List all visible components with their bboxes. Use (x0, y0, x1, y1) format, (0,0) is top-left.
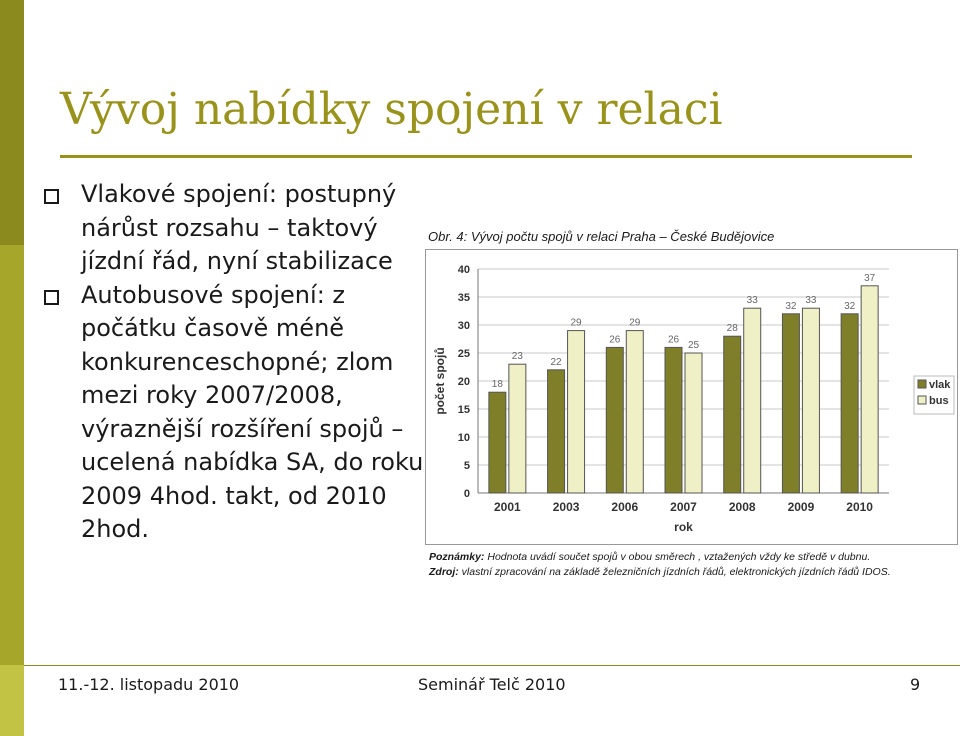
vlak-data-label: 22 (550, 356, 562, 368)
y-tick-label: 40 (457, 264, 470, 276)
chart-source (429, 566, 891, 578)
chart-panel (425, 249, 958, 545)
x-tick-label: 2009 (787, 500, 815, 514)
legend-swatch-vlak (918, 380, 926, 388)
y-tick-label: 0 (463, 488, 470, 500)
bus-bar (568, 331, 585, 493)
y-tick-label: 35 (457, 292, 470, 304)
source-text: vlastní zpracování na základě železničních jízdních řádů, elektronických jízdních řádů IDOS. (458, 566, 891, 578)
note-label: Poznámky: (429, 551, 485, 563)
left-stripe-top (0, 0, 24, 245)
title-underline (60, 155, 912, 158)
bullet-text: Autobusové spojení: z počátku časově méně konkurenceschopné; zlom mezi roky 2007/2008, výraznější rozšíření spojů – ucelená nabídka SA, do roku 2009 4hod. takt, od 2010 2hod. (81, 280, 424, 543)
x-axis-title: rok (674, 520, 693, 534)
vlak-data-label: 32 (844, 300, 856, 312)
footer-event: Seminář Telč 2010 (418, 675, 566, 694)
y-axis-title: počet spojů (433, 347, 447, 415)
vlak-data-label: 26 (667, 334, 680, 346)
slide-title: Vývoj nabídky spojení v relaci (60, 84, 723, 135)
bus-data-label: 37 (864, 272, 876, 284)
bus-data-label: 23 (511, 351, 523, 363)
legend-label-vlak: vlak (929, 379, 951, 391)
y-tick-label: 30 (457, 320, 470, 332)
bus-data-label: 29 (629, 317, 641, 329)
x-tick-label: 2008 (728, 500, 756, 514)
vlak-data-label: 26 (609, 334, 621, 346)
source-label: Zdroj: (429, 566, 459, 578)
x-tick-label: 2010 (846, 500, 873, 514)
vlak-bar (548, 370, 565, 493)
note-text: Hodnota uvádí součet spojů v obou směrech , vztažených vždy ke středě v dubnu. (484, 551, 871, 563)
y-tick-label: 15 (457, 404, 470, 416)
bus-bar (861, 286, 878, 493)
bus-bar (509, 364, 526, 493)
vlak-bar (724, 336, 741, 493)
y-tick-label: 10 (457, 432, 470, 444)
left-stripe-middle (0, 245, 24, 665)
vlak-data-label: 32 (785, 300, 797, 312)
bullet-item (44, 279, 424, 547)
legend-swatch-bus (918, 396, 926, 404)
y-tick-label: 5 (463, 460, 470, 472)
bus-bar (744, 308, 761, 493)
vlak-bar (489, 392, 506, 493)
bus-bar (626, 331, 643, 493)
bullet-list (44, 178, 424, 547)
y-tick-label: 25 (457, 348, 470, 360)
footer-date: 11.-12. listopadu 2010 (58, 675, 240, 694)
bullet-item (44, 178, 424, 279)
bus-bar (685, 353, 702, 493)
bus-bar (802, 308, 819, 493)
vlak-data-label: 28 (726, 323, 738, 335)
left-stripe-bottom (0, 665, 24, 736)
bar-chart (426, 250, 959, 546)
square-bullet-icon (44, 290, 59, 305)
x-tick-label: 2007 (670, 500, 697, 514)
bullet-text: Vlakové spojení: postupný nárůst rozsahu – taktový jízdní řád, nyní stabilizace (81, 180, 397, 275)
bus-data-label: 25 (687, 340, 700, 351)
square-bullet-icon (44, 189, 59, 204)
bus-data-label: 33 (805, 295, 817, 307)
footer-divider (24, 665, 960, 666)
vlak-bar (841, 314, 858, 493)
vlak-bar (606, 347, 623, 493)
x-tick-label: 2001 (494, 500, 521, 514)
vlak-bar (665, 347, 682, 493)
figure-caption: Obr. 4: Vývoj počtu spojů v relaci Praha – České Budějovice (428, 229, 775, 244)
bus-data-label: 29 (570, 317, 582, 329)
legend-label-bus: bus (929, 395, 949, 407)
x-tick-label: 2003 (552, 500, 580, 514)
x-tick-label: 2006 (611, 500, 639, 514)
bus-data-label: 33 (746, 295, 758, 307)
page-number: 9 (910, 675, 921, 694)
y-tick-label: 20 (457, 376, 470, 388)
vlak-data-label: 18 (491, 379, 503, 391)
vlak-bar (782, 314, 799, 493)
chart-note (429, 551, 870, 563)
